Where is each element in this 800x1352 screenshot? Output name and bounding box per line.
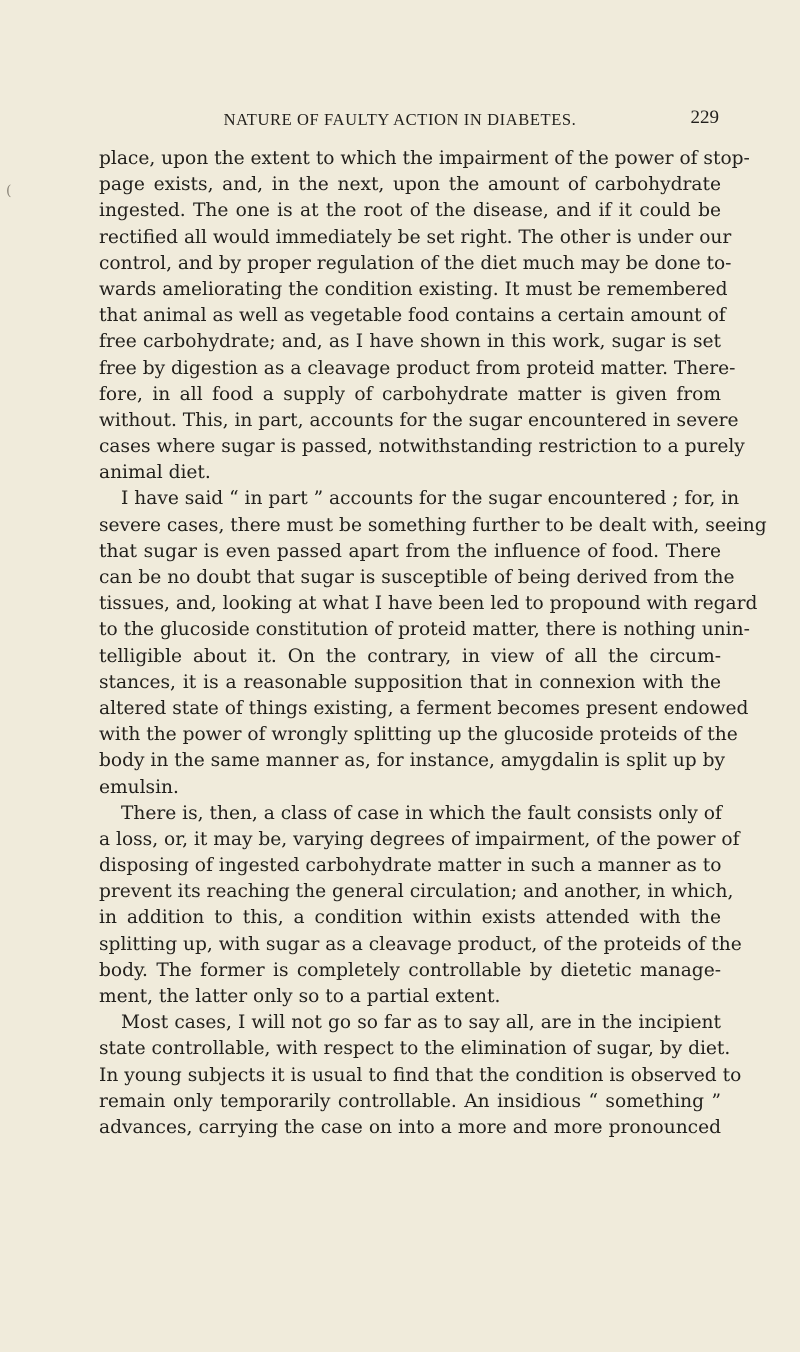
text-line: There is, then, a class of case in which the fault consists only of	[121, 802, 722, 824]
text-line: that sugar is even passed apart from the influence of food. There	[99, 540, 721, 562]
text-line: without. This, in part, accounts for the sugar encountered in severe	[99, 409, 739, 431]
text-line: prevent its reaching the general circulation; and another, in which,	[99, 881, 734, 903]
text-line: cases where sugar is passed, notwithstanding restriction to a purely	[99, 436, 745, 458]
margin-mark: (	[6, 183, 12, 199]
text-line: fore, in all food a supply of carbohydrate matter is given from	[99, 383, 721, 405]
text-line: to the glucoside constitution of proteid matter, there is nothing unin-	[99, 619, 750, 641]
text-line: page exists, and, in the next, upon the amount of carbohydrate	[99, 174, 721, 196]
text-line: place, upon the extent to which the impairment of the power of stop-	[99, 148, 750, 169]
text-line: severe cases, there must be something further to be dealt with, seeing	[99, 514, 767, 536]
text-line: body. The former is completely controllable by dietetic manage-	[99, 959, 721, 981]
text-line: animal diet.	[99, 462, 211, 484]
text-line: telligible about it. On the contrary, in view of all the circum-	[99, 645, 721, 667]
text-line: disposing of ingested carbohydrate matter in such a manner as to	[99, 855, 722, 877]
text-line: in addition to this, a condition within exists attended with the	[99, 907, 721, 929]
text-line: can be no doubt that sugar is susceptible of being derived from the	[99, 567, 735, 588]
text-line: control, and by proper regulation of the diet much may be done to-	[99, 252, 732, 274]
text-line: that animal as well as vegetable food contains a certain amount of	[99, 305, 726, 327]
text-line: splitting up, with sugar as a cleavage product, of the proteids of the	[99, 933, 742, 955]
text-line: free by digestion as a cleavage product from proteid matter. There-	[99, 357, 736, 379]
text-line: advances, carrying the case on into a more and more pronounced	[99, 1116, 721, 1138]
text-line: Most cases, I will not go so far as to say all, are in the incipient	[121, 1012, 721, 1034]
text-line: ingested. The one is at the root of the disease, and if it could be	[99, 200, 721, 222]
text-line: emulsin.	[99, 776, 179, 798]
text-line: state controllable, with respect to the elimination of sugar, by diet.	[99, 1038, 731, 1060]
text-line: I have said “ in part ” accounts for the sugar encountered ; for, in	[121, 488, 740, 510]
text-line: altered state of things existing, a ferment becomes present endowed	[99, 697, 749, 719]
text-line: a loss, or, it may be, varying degrees of impairment, of the power of	[99, 828, 740, 850]
text-line: rectified all would immediately be set right. The other is under our	[99, 226, 732, 248]
text-line: In young subjects it is usual to find that the condition is observed to	[99, 1064, 742, 1086]
text-line: remain only temporarily controllable. An insidious “ something ”	[99, 1090, 721, 1112]
text-line: body in the same manner as, for instance, amygdalin is split up by	[99, 750, 726, 772]
body-text	[99, 146, 767, 1141]
text-line: tissues, and, looking at what I have been led to propound with regard	[99, 593, 758, 615]
text-line: ment, the latter only so to a partial extent.	[99, 986, 501, 1007]
page-number: 229	[690, 107, 719, 128]
running-title: NATURE OF FAULTY ACTION IN DIABETES.	[223, 110, 577, 129]
text-line: wards ameliorating the condition existing. It must be remembered	[99, 278, 728, 300]
text-line: stances, it is a reasonable supposition that in connexion with the	[99, 671, 721, 693]
text-line: with the power of wrongly splitting up the glucoside proteids of the	[99, 724, 738, 746]
text-line: free carbohydrate; and, as I have shown in this work, sugar is set	[99, 331, 721, 353]
